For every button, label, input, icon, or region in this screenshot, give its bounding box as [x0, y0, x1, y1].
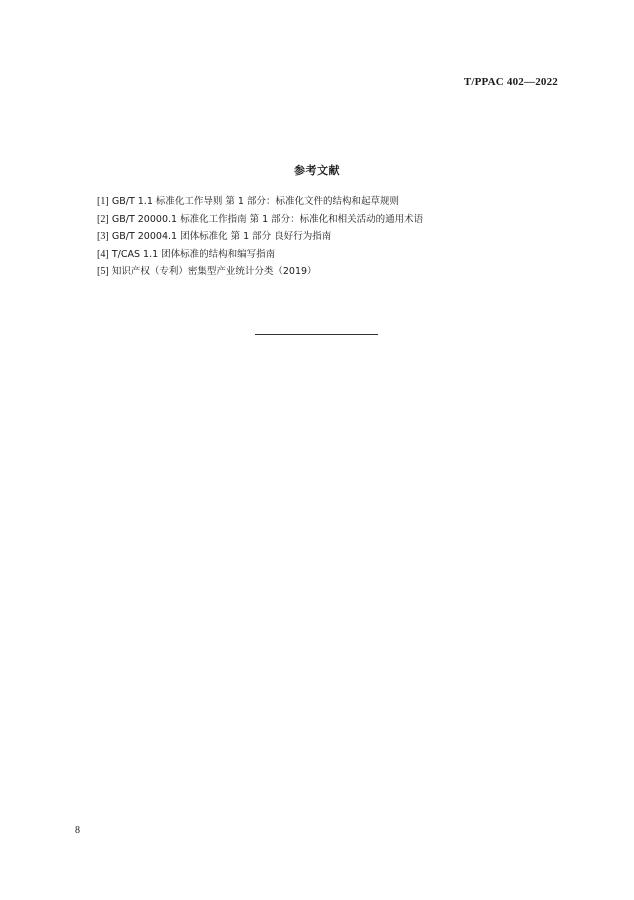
reference-list	[97, 193, 423, 281]
document-code: T/PPAC 402—2022	[463, 76, 558, 88]
bibliography-title: 参考文献	[294, 164, 340, 177]
reference-text: GB/T 20000.1 标准化工作指南 第 1 部分：标准化和相关活动的通用术语	[111, 213, 424, 225]
reference-text: GB/T 20004.1 团体标准化 第 1 部分 良好行为指南	[111, 231, 332, 242]
reference-item	[97, 228, 423, 246]
reference-item	[97, 263, 423, 281]
end-of-document-rule	[255, 334, 378, 335]
reference-index: [4]	[97, 248, 109, 260]
reference-text: GB/T 1.1 标准化工作导则 第 1 部分：标准化文件的结构和起草规则	[111, 196, 399, 207]
reference-item	[97, 193, 423, 211]
reference-index: [2]	[97, 213, 109, 225]
reference-text: 知识产权（专利）密集型产业统计分类（2019）	[111, 266, 317, 277]
page-number: 8	[75, 825, 80, 836]
reference-item	[97, 211, 423, 229]
reference-item	[97, 246, 423, 264]
reference-index: [1]	[97, 196, 109, 207]
reference-text: T/CAS 1.1 团体标准的结构和编写指南	[111, 248, 276, 260]
reference-index: [5]	[97, 266, 109, 277]
reference-index: [3]	[97, 231, 109, 242]
